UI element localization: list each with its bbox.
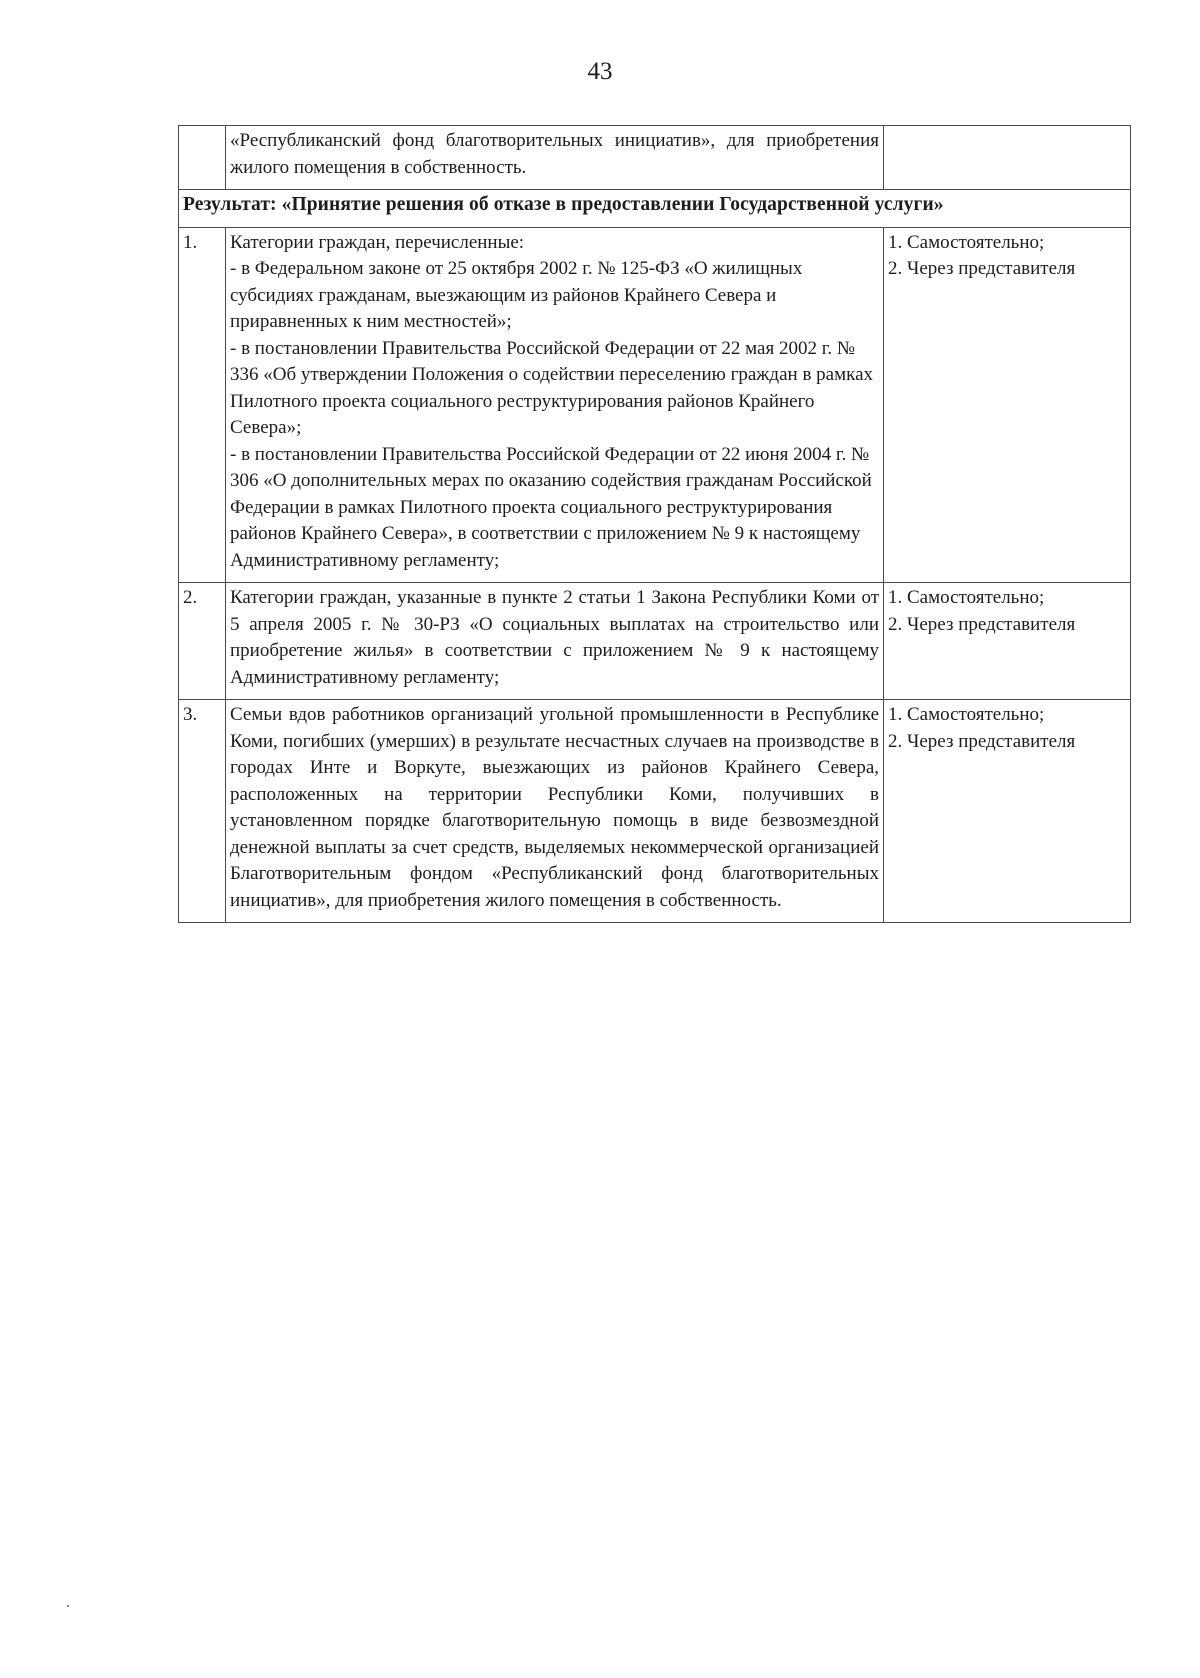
method-representative: 2. Через представителя — [888, 613, 1076, 635]
row-number: 3. — [179, 700, 226, 923]
table-row — [179, 227, 1131, 583]
row-methods — [884, 583, 1131, 700]
method-cell — [884, 126, 1131, 190]
method-representative: 2. Через представителя — [888, 258, 1076, 279]
method-self: 1. Самостоятельно; — [888, 231, 1045, 253]
row-description: Категории граждан, указанные в пункте 2 статьи 1 Закона Республики Коми от 5 апреля 2005 г. № 30-РЗ «О социальных выплатах на строительство или приобретение жилья» в соответствии с приложением № 9 к настоящему Административному регламенту; — [226, 583, 884, 700]
result-heading: Результат: «Принятие решения об отказе в предоставлении Государственной услуги» — [179, 190, 1131, 228]
row-number: 1. — [179, 227, 226, 583]
row-number-cell — [179, 126, 226, 190]
row-methods — [884, 700, 1131, 923]
row-number: 2. — [179, 583, 226, 700]
result-heading-row — [179, 190, 1131, 228]
description-line: Категории граждан, перечисленные: — [230, 231, 525, 253]
services-table — [178, 125, 1131, 923]
page-number: 43 — [587, 58, 613, 85]
description-line: - в постановлении Правительства Российской Федерации от 22 июня 2004 г. № 306 «О дополнительных мерах по оказанию содействия гражданам Российской Федерации в рамках Пилотного проекта социального реструктурирования районов Крайнего Севера», в соответствии с приложением № 9 к настоящему Административному регламенту; — [230, 443, 872, 571]
method-self: 1. Самостоятельно; — [888, 704, 1045, 725]
row-methods — [884, 227, 1131, 583]
row-description: Семьи вдов работников организаций угольной промышленности в Республике Коми, погибших (умерших) в результате несчастных случаев на производстве в городах Инте и Воркуте, выезжающих из районов Крайнего Севера, расположенных на территории Республики Коми, получивших в установленном порядке благотворительную помощь в виде безвозмездной денежной выплаты за счет средств, выделяемых некоммерческой организацией Благотворительным фондом «Республиканский фонд благотворительных инициатив», для приобретения жилого помещения в собственность. — [226, 700, 884, 923]
method-representative: 2. Через представителя — [888, 730, 1076, 752]
table-row-continuation — [179, 126, 1131, 190]
continuation-text: «Республиканский фонд благотворительных инициатив», для приобретения жилого помещения в собственность. — [226, 126, 884, 190]
row-description — [226, 227, 884, 583]
method-self: 1. Самостоятельно; — [888, 587, 1045, 608]
description-line: - в постановлении Правительства Российской Федерации от 22 мая 2002 г. № 336 «Об утверждении Положения о содействии переселению граждан в рамках Пилотного проекта социального реструктурирования районов Крайнего Севера»; — [230, 337, 874, 438]
description-line: - в Федеральном законе от 25 октября 2002 г. № 125-ФЗ «О жилищных субсидиях гражданам, выезжающим из районов Крайнего Севера и приравненных к ним местностей»; — [230, 258, 803, 332]
scan-speck — [67, 1605, 69, 1607]
table-row — [179, 583, 1131, 700]
table-row — [179, 700, 1131, 923]
